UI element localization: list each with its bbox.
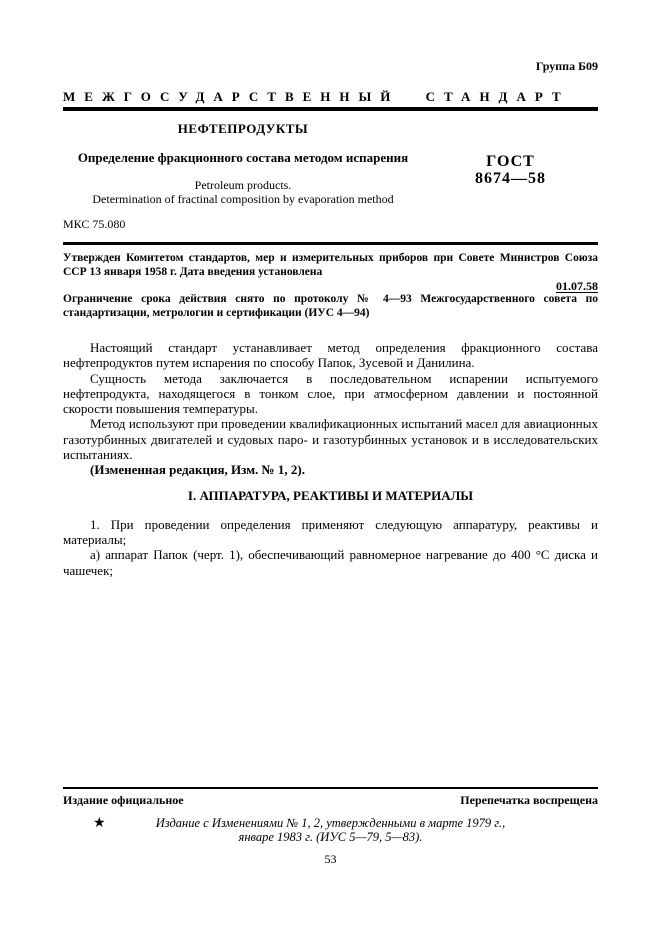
title-english-line2: Determination of fractinal composition by evaporation method (92, 192, 394, 206)
star-icon: ★ (93, 815, 106, 831)
standard-designation (423, 122, 598, 206)
title-left-column (63, 122, 423, 206)
effective-date: 01.07.58 (556, 279, 598, 293)
body-paragraph: Сущность метода заключается в последовательном испарении испытуемого нефтепродукта, находящегося в тонком слое, при атмосферном давлении и постоянной скорости повышения температуры. (63, 370, 598, 417)
group-label: Группа Б09 (535, 59, 598, 73)
body-paragraph: Настоящий стандарт устанавливает метод определения фракционного состава нефтепродуктов путем испарения по способу Папок, Зусевой и Данилина. (63, 340, 598, 371)
reprint-forbidden-label: Перепечатка воспрещена (460, 793, 598, 807)
section-1-body (63, 517, 598, 578)
section-1-heading: I. АППАРАТУРА, РЕАКТИВЫ И МАТЕРИАЛЫ (187, 487, 474, 503)
edition-note-block (63, 816, 598, 844)
title-block (63, 122, 598, 206)
standard-type-heading: МЕЖГОСУДАРСТВЕННЫЙ СТАНДАРТ (63, 89, 570, 104)
header-rule (63, 107, 598, 111)
section-paragraph: а) аппарат Папок (черт. 1), обеспечивающий равномерное нагревание до 400 °С диска и чашечек; (63, 547, 598, 578)
document-title-english (63, 178, 423, 206)
title-english-line1: Petroleum products. (194, 178, 292, 192)
limitation-text: Ограничение срока действия снято по протоколу № 4—93 Межгосударственного совета по стандартизации, метрологии и сертификации (ИУС 4—94) (63, 293, 598, 319)
designation-gost: ГОСТ (486, 153, 535, 170)
edition-note-line2: январе 1983 г. (ИУС 5—79, 5—83). (238, 830, 423, 844)
body-paragraph: Метод используют при проведении квалификационных испытаний масел для авиационных газотурбинных двигателей и судовых паро- и газотурбинных установок и в исследовательских испытаниях. (63, 416, 598, 463)
body-text (63, 340, 598, 578)
section-paragraph: 1. При проведении определения применяют следующую аппаратуру, реактивы и материалы; (63, 516, 598, 547)
footer-row (63, 794, 598, 807)
edition-note-line1: Издание с Изменениями № 1, 2, утвержденными в марте 1979 г., (155, 816, 506, 830)
divider-rule (63, 242, 598, 245)
page-number: 53 (324, 852, 337, 866)
footer-rule (63, 787, 598, 789)
document-title: НЕФТЕПРОДУКТЫ (177, 121, 309, 136)
mks-code: МКС 75.080 (63, 217, 126, 231)
amended-note: (Измененная редакция, Изм. № 1, 2). (90, 462, 305, 478)
designation-number: 8674—58 (475, 170, 546, 187)
approval-text: Утвержден Комитетом стандартов, мер и измерительных приборов при Совете Министров Союза ССР 13 января 1958 г. Дата введения установлена (63, 252, 598, 278)
edition-note (63, 816, 598, 844)
official-edition-label: Издание официальное (63, 793, 184, 807)
document-subtitle: Определение фракционного состава методом испарения (77, 150, 409, 165)
approval-section (63, 252, 598, 320)
page-footer (63, 787, 598, 866)
